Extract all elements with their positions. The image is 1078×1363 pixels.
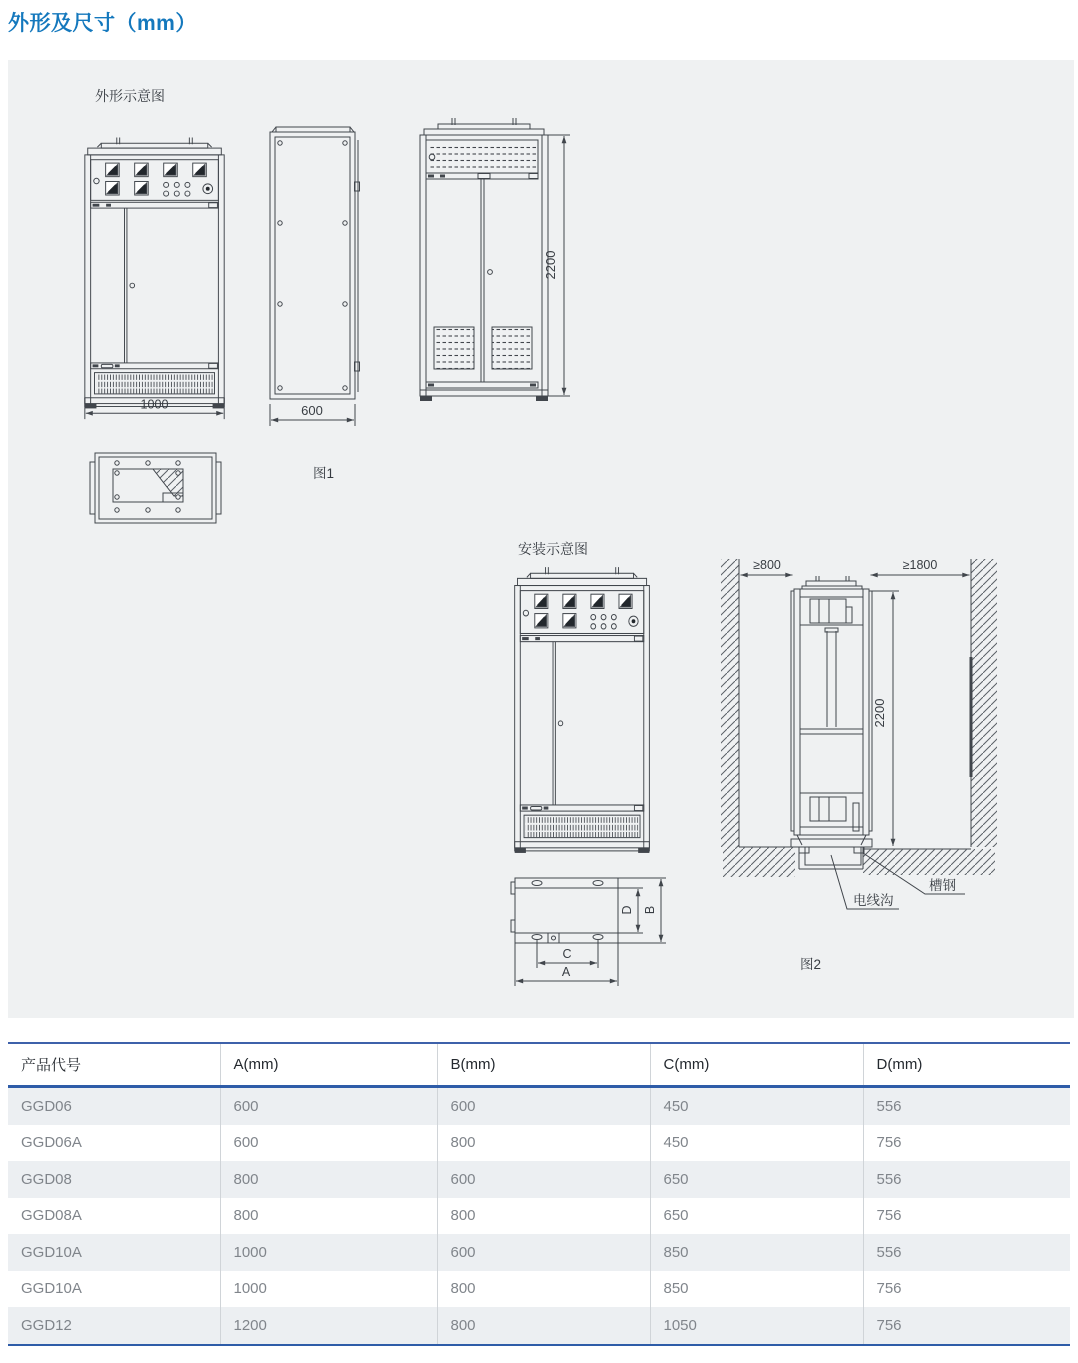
cell-d: 756 (863, 1271, 1070, 1308)
cell-c: 850 (650, 1234, 863, 1271)
left-clearance-dim-label: ≥800 (753, 558, 781, 572)
cell-b: 800 (437, 1125, 650, 1162)
side-depth-dim-label: 600 (301, 403, 323, 418)
cell-b: 600 (437, 1234, 650, 1271)
base-dim-b-label: B (643, 905, 657, 915)
figure1-caption: 图1 (313, 466, 335, 481)
column-header-c: C(mm) (650, 1043, 863, 1087)
cable-trench-annotation: 电线沟 (853, 893, 894, 908)
right-clearance-dim-label: ≥1800 (902, 558, 938, 572)
figure2-trench-section-drawing (703, 545, 1003, 940)
column-header-b: B(mm) (437, 1043, 650, 1087)
base-dim-c-label: C (562, 947, 572, 961)
cell-c: 450 (650, 1125, 863, 1162)
cell-c: 650 (650, 1161, 863, 1198)
figure1-title: 外形示意图 (95, 88, 165, 104)
cell-c: 850 (650, 1271, 863, 1308)
cell-a: 1000 (220, 1271, 437, 1308)
rear-height-dim-label: 2200 (543, 250, 558, 280)
figure2-base-plan-drawing (498, 860, 688, 1000)
table-row (8, 1234, 1070, 1271)
front-width-dim-label: 1000 (140, 397, 169, 412)
cell-product-code: GGD06A (21, 1134, 82, 1152)
cell-d: 756 (863, 1198, 1070, 1235)
figure2-front-view-drawing (510, 560, 655, 856)
cell-d: 556 (863, 1234, 1070, 1271)
cell-a: 1200 (220, 1307, 437, 1345)
cell-b: 800 (437, 1271, 650, 1308)
cell-product-code: GGD08 (21, 1170, 72, 1188)
dimensions-table (8, 1042, 1070, 1346)
cell-b: 800 (437, 1307, 650, 1345)
cell-a: 800 (220, 1161, 437, 1198)
cell-a: 600 (220, 1125, 437, 1162)
cell-product-code: GGD06 (21, 1097, 72, 1115)
channel-steel-annotation: 槽钢 (929, 878, 956, 893)
cell-b: 800 (437, 1198, 650, 1235)
column-header-product-code: 产品代号 (8, 1043, 220, 1087)
cell-b: 600 (437, 1087, 650, 1125)
figure1-rear-view-drawing (412, 112, 580, 430)
column-header-a: A(mm) (220, 1043, 437, 1087)
cell-c: 1050 (650, 1307, 863, 1345)
figure2-caption: 图2 (800, 957, 822, 972)
table-header-row (8, 1043, 1070, 1087)
table-row (8, 1307, 1070, 1345)
figure1-top-view-drawing (88, 446, 223, 531)
cell-b: 600 (437, 1161, 650, 1198)
cell-c: 450 (650, 1087, 863, 1125)
cell-a: 1000 (220, 1234, 437, 1271)
table-row (8, 1125, 1070, 1162)
table-row (8, 1271, 1070, 1308)
cell-a: 800 (220, 1198, 437, 1235)
drawings-panel (8, 60, 1074, 1018)
install-height-dim-label: 2200 (872, 698, 887, 728)
cell-product-code: GGD10A (21, 1243, 82, 1261)
figure1-side-view-drawing (260, 116, 370, 430)
table-row (8, 1161, 1070, 1198)
cell-d: 756 (863, 1307, 1070, 1345)
figure1-front-view-drawing (80, 112, 230, 430)
page-title: 外形及尺寸（mm） (8, 12, 197, 35)
cell-d: 756 (863, 1125, 1070, 1162)
cell-product-code: GGD08A (21, 1207, 82, 1225)
cell-product-code: GGD10A (21, 1280, 82, 1298)
cell-product-code: GGD12 (21, 1316, 72, 1334)
cell-c: 650 (650, 1198, 863, 1235)
cell-d: 556 (863, 1161, 1070, 1198)
table-row (8, 1087, 1070, 1125)
figure2-title: 安装示意图 (518, 541, 588, 557)
table-row (8, 1198, 1070, 1235)
cell-a: 600 (220, 1087, 437, 1125)
cell-d: 556 (863, 1087, 1070, 1125)
column-header-d: D(mm) (863, 1043, 1070, 1087)
base-dim-d-label: D (620, 905, 634, 915)
base-dim-a-label: A (561, 965, 571, 979)
